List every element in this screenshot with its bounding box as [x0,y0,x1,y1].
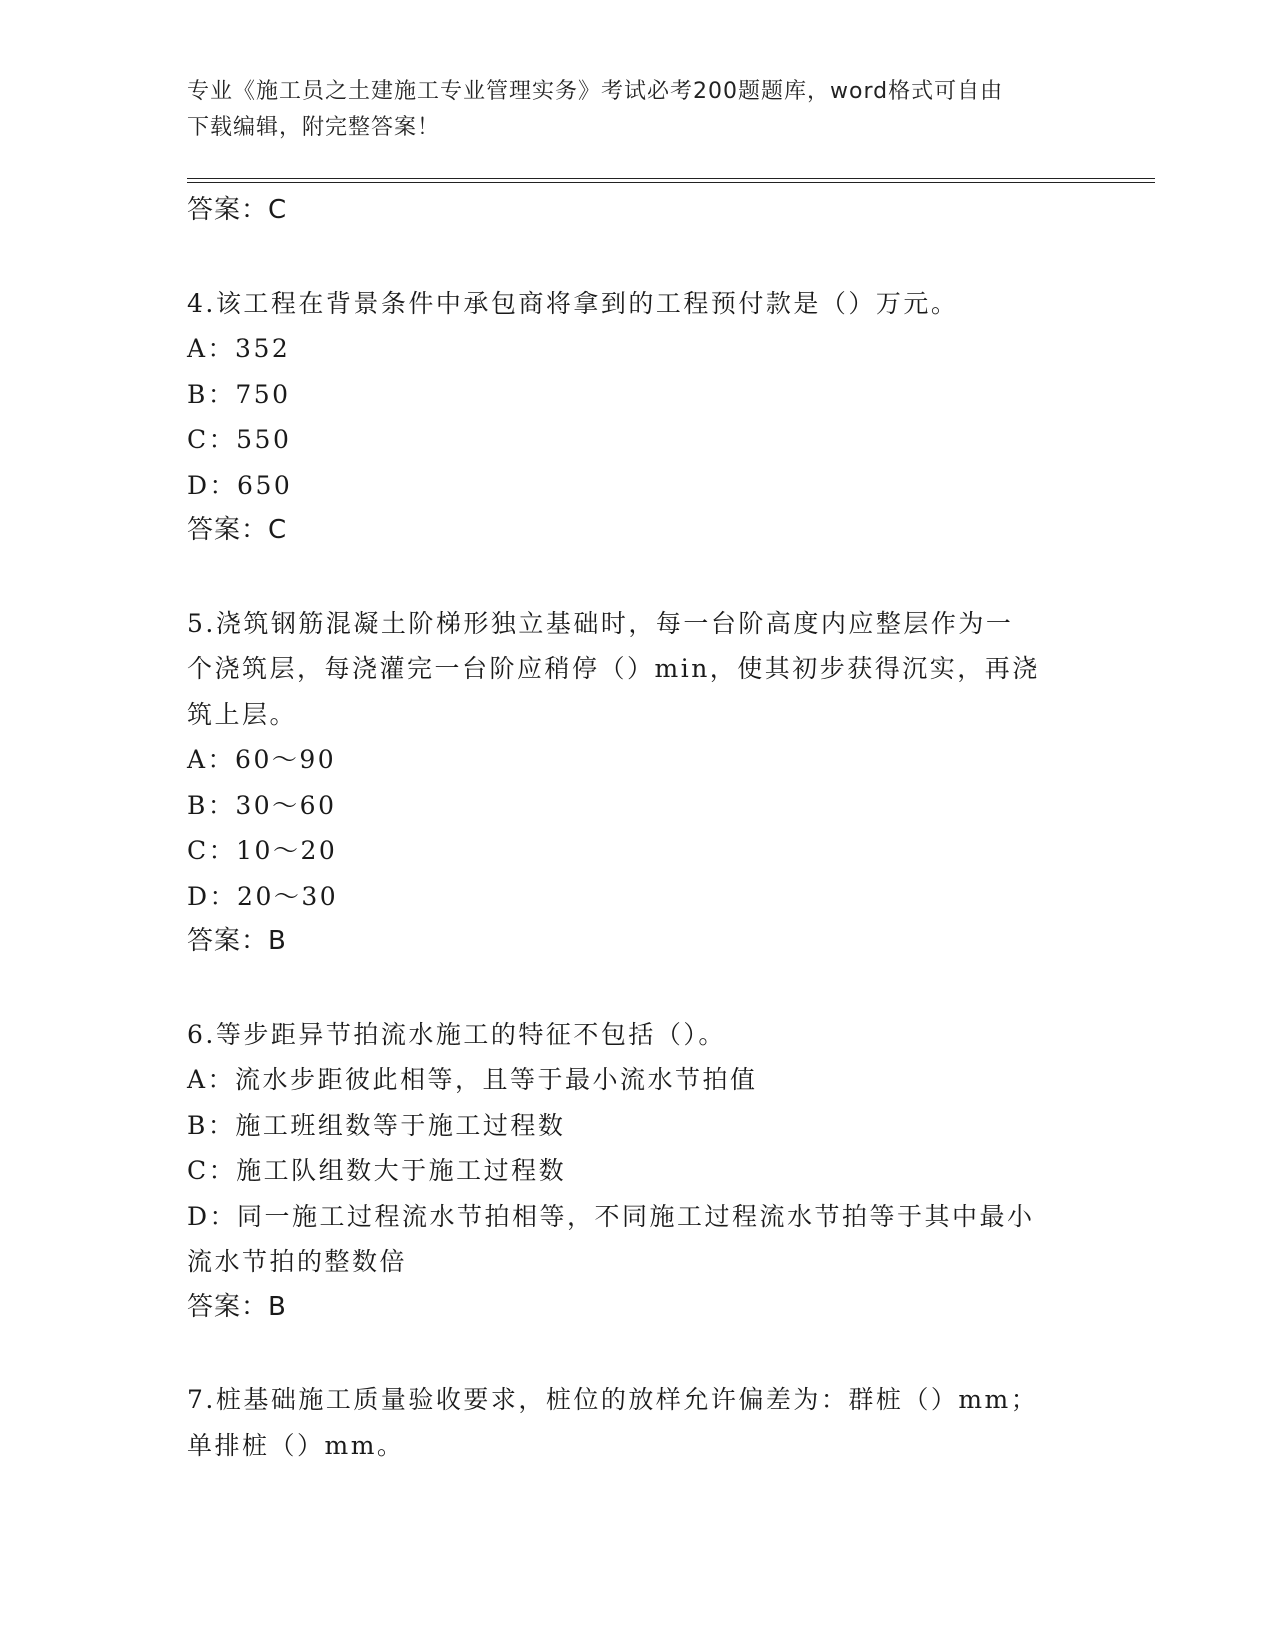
document-header [187,74,1067,146]
question-5 [187,601,1087,965]
option-a: A：60～90 [187,745,337,774]
spacer [187,965,1087,1012]
stem-line: 筑上层。 [187,699,298,729]
option-b: B：750 [187,379,291,409]
option-d: D：650 [187,470,293,500]
spacer [187,234,1087,281]
question-7 [187,1377,1087,1468]
stem-line: 个浇筑层，每浇灌完一台阶应稍停（）min，使其初步获得沉实，再浇 [187,654,1040,683]
option-c: C：施工队组数大于施工过程数 [187,1156,567,1185]
question-stem [187,601,1067,738]
question-6 [187,1012,1087,1331]
stem-line: 单排桩（）mm。 [187,1430,405,1460]
option-d: D：20～30 [187,881,339,911]
stem-line: 7.桩基础施工质量验收要求，桩位的放样允许偏差为：群桩（）mm； [187,1385,1039,1414]
stem-line: 6.等步距异节拍流水施工的特征不包括（）。 [187,1019,726,1049]
header-divider [187,178,1155,183]
question-stem [187,1377,1067,1468]
answer: 答案：B [187,926,287,956]
answer: 答案：C [187,515,288,545]
spacer [187,1330,1087,1377]
option-c: C：10～20 [187,836,338,865]
stem-line: 5.浇筑钢筋混凝土阶梯形独立基础时，每一台阶高度内应整层作为一 [187,608,1014,638]
option-c: C：550 [187,425,292,454]
option-b: B：30～60 [187,790,337,820]
question-list [187,188,1087,1468]
question-4 [187,281,1087,554]
option-a: A：流水步距彼此相等，且等于最小流水节拍值 [187,1065,758,1094]
stem-line: 4.该工程在背景条件中承包商将拿到的工程预付款是（）万元。 [187,288,959,318]
question-stem [187,1012,1067,1058]
option-a: A：352 [187,334,291,363]
previous-answer: 答案：C [187,195,288,225]
answer: 答案：B [187,1291,287,1322]
question-stem [187,281,1067,327]
spacer [187,554,1087,601]
option-d-continuation: 流水节拍的整数倍 [187,1247,408,1276]
option-b: B：施工班组数等于施工过程数 [187,1110,566,1140]
option-d: D：同一施工过程流水节拍相等，不同施工过程流水节拍等于其中最小 [187,1201,1035,1231]
header-line-2: 下载编辑，附完整答案！ [187,115,441,140]
header-line-1: 专业《施工员之土建施工专业管理实务》考试必考200题题库，word格式可自由 [187,79,1004,104]
